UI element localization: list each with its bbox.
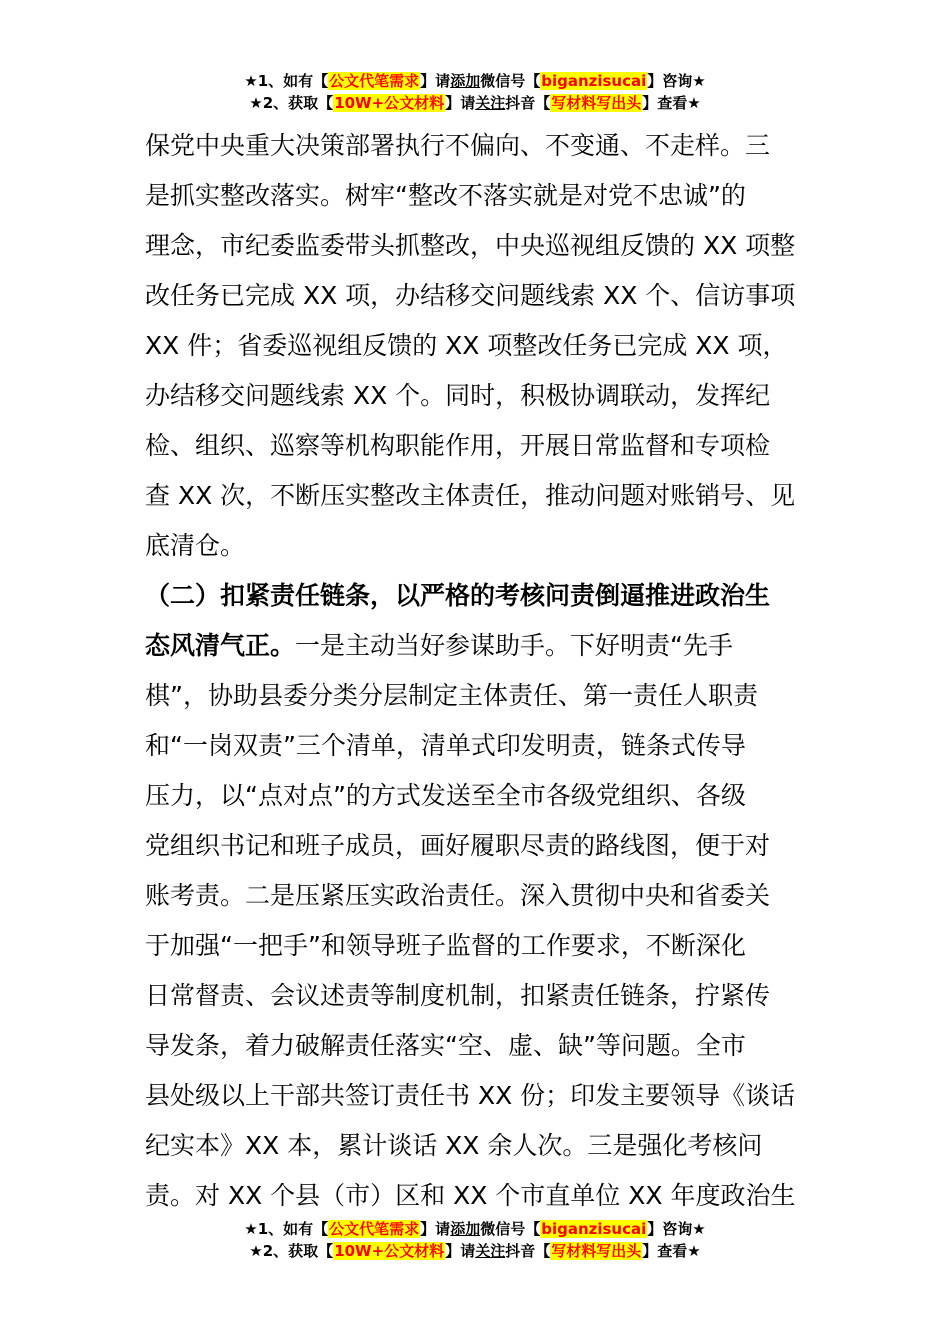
body-line: 理念，市纪委监委带头抓整改，中央巡视组反馈的 XX 项整 xyxy=(145,231,796,260)
highlight-text: 10W+公文材料 xyxy=(334,94,445,112)
body-line: 导发条，着力破解责任落实“空、虚、缺”等问题。全市 xyxy=(145,1031,746,1060)
banner-text: ★2、获取【 xyxy=(249,1242,334,1260)
banner-text: ★2、获取【 xyxy=(249,94,334,112)
banner-text: 】查看★ xyxy=(642,1242,701,1260)
header-banner xyxy=(0,70,950,114)
underlined-text: 关注 xyxy=(475,94,506,112)
banner-text: 微信号【 xyxy=(480,72,541,90)
body-line: 是抓实整改落实。树牢“整改不落实就是对党不忠诚”的 xyxy=(145,181,746,210)
body-line: 改任务已完成 XX 项，办结移交问题线索 XX 个、信访事项 xyxy=(145,281,796,310)
banner-text: 】请 xyxy=(420,1220,451,1238)
wechat-id: biganzisucai xyxy=(541,1220,647,1238)
banner-text: 】请 xyxy=(445,1242,476,1260)
banner-text: 】请 xyxy=(420,72,451,90)
banner-text: ★1、如有【 xyxy=(244,1220,329,1238)
banner-text: ★1、如有【 xyxy=(244,72,329,90)
underlined-text: 添加 xyxy=(450,1220,481,1238)
banner-text: 微信号【 xyxy=(480,1220,541,1238)
banner-text: 抖音【 xyxy=(505,1242,551,1260)
section-heading: （二）扣紧责任链条，以严格的考核问责倒逼推进政治生 xyxy=(145,581,771,610)
body-line: 于加强“一把手”和领导班子监督的工作要求，不断深化 xyxy=(145,931,746,960)
body-line-rest: 一是主动当好参谋助手。下好明责“先手 xyxy=(295,631,733,660)
banner-text: 】咨询★ xyxy=(647,1220,706,1238)
body-line: 账考责。二是压紧压实政治责任。深入贯彻中央和省委关 xyxy=(145,881,771,910)
banner-line-2 xyxy=(0,92,950,114)
banner-line-1 xyxy=(0,1218,950,1240)
document-body xyxy=(145,121,807,1221)
banner-text: 抖音【 xyxy=(505,94,551,112)
body-line: 党组织书记和班子成员，画好履职尽责的路线图，便于对 xyxy=(145,831,771,860)
footer-banner xyxy=(0,1218,950,1262)
body-line: 纪实本》XX 本，累计谈话 XX 余人次。三是强化考核问 xyxy=(145,1131,763,1160)
body-line: 县处级以上干部共签订责任书 XX 份；印发主要领导《谈话 xyxy=(145,1081,796,1110)
section-heading-end: 态风清气正。 xyxy=(145,631,296,660)
highlight-text: 10W+公文材料 xyxy=(334,1242,445,1260)
banner-text: 】查看★ xyxy=(642,94,701,112)
underlined-text: 添加 xyxy=(450,72,481,90)
body-line: 压力，以“点对点”的方式发送至全市各级党组织、各级 xyxy=(145,781,746,810)
section-heading-cont xyxy=(145,621,807,671)
body-line: 和“一岗双责”三个清单，清单式印发明责，链条式传导 xyxy=(145,731,746,760)
body-line: 办结移交问题线索 XX 个。同时，积极协调联动，发挥纪 xyxy=(145,381,771,410)
underlined-text: 关注 xyxy=(475,1242,506,1260)
douyin-account: 写材料写出头 xyxy=(551,94,642,112)
body-line: 底清仓。 xyxy=(145,531,246,560)
body-line: 查 XX 次，不断压实整改主体责任，推动问题对账销号、见 xyxy=(145,481,796,510)
douyin-account: 写材料写出头 xyxy=(551,1242,642,1260)
body-line: 检、组织、巡察等机构职能作用，开展日常监督和专项检 xyxy=(145,431,771,460)
highlight-text: 公文代笔需求 xyxy=(329,1220,420,1238)
wechat-id: biganzisucai xyxy=(541,72,647,90)
banner-line-2 xyxy=(0,1240,950,1262)
banner-line-1 xyxy=(0,70,950,92)
banner-text: 】咨询★ xyxy=(647,72,706,90)
body-line: XX 件；省委巡视组反馈的 XX 项整改任务已完成 XX 项， xyxy=(145,331,788,360)
banner-text: 】请 xyxy=(445,94,476,112)
body-line: 责。对 XX 个县（市）区和 XX 个市直单位 XX 年度政治生 xyxy=(145,1181,796,1210)
highlight-text: 公文代笔需求 xyxy=(329,72,420,90)
body-line: 棋”，协助县委分类分层制定主体责任、第一责任人职责 xyxy=(145,681,758,710)
body-line: 日常督责、会议述责等制度机制，扣紧责任链条，拧紧传 xyxy=(145,981,771,1010)
body-line: 保党中央重大决策部署执行不偏向、不变通、不走样。三 xyxy=(145,131,771,160)
